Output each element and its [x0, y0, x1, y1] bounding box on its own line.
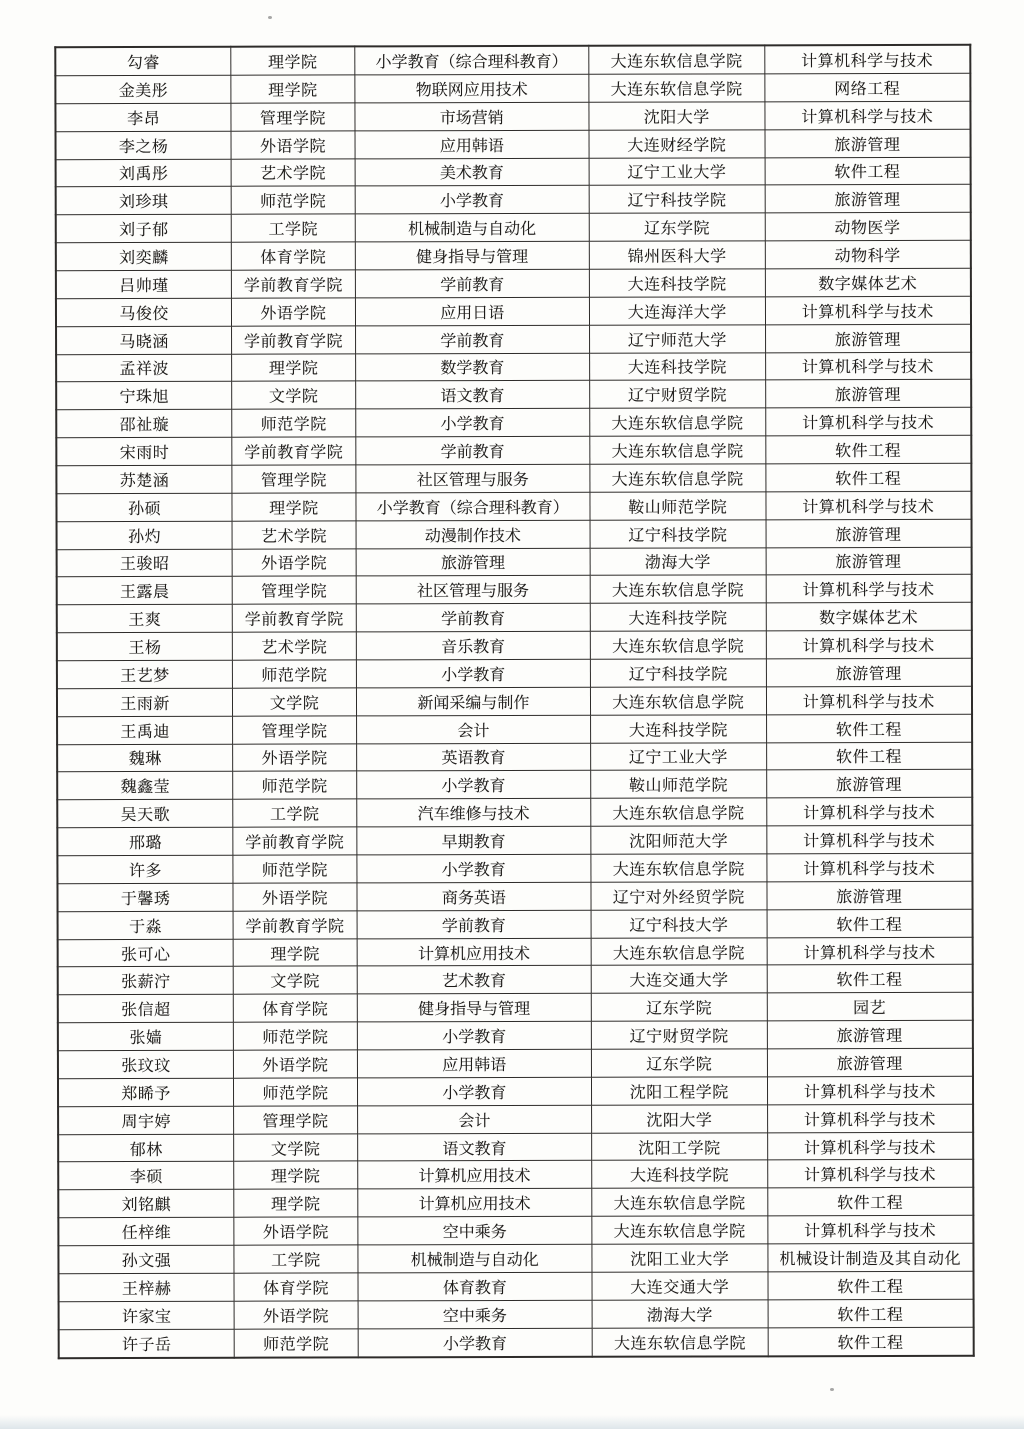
cell-target-university: 大连东软信息学院 — [591, 798, 767, 826]
cell-target-university: 辽宁工业大学 — [591, 742, 767, 770]
cell-target-major: 计算机科学与技术 — [767, 1132, 973, 1160]
table-row — [57, 519, 972, 549]
cell-target-major: 旅游管理 — [765, 324, 971, 352]
cell-target-major: 计算机科学与技术 — [765, 352, 971, 380]
cell-target-major: 软件工程 — [766, 714, 972, 742]
table-row — [56, 463, 971, 493]
cell-current-major: 社区管理与服务 — [356, 464, 590, 492]
cell-student-name: 李昂 — [55, 103, 231, 131]
table-row — [56, 491, 971, 521]
cell-current-major: 语文教育 — [357, 1133, 591, 1161]
cell-college: 理学院 — [232, 493, 356, 521]
cell-current-major: 学前教育 — [355, 269, 589, 297]
table-row — [56, 240, 971, 270]
cell-student-name: 郁林 — [58, 1134, 234, 1162]
cell-target-major: 软件工程 — [767, 909, 973, 937]
cell-target-university: 鞍山师范学院 — [590, 492, 766, 520]
cell-current-major: 学前教育 — [355, 325, 589, 353]
cell-college: 外语学院 — [232, 298, 356, 326]
cell-target-major: 旅游管理 — [766, 770, 972, 798]
cell-target-major: 软件工程 — [765, 435, 971, 463]
cell-target-university: 大连科技学院 — [589, 269, 765, 297]
cell-target-university: 大连东软信息学院 — [590, 575, 766, 603]
cell-college: 体育学院 — [233, 994, 357, 1022]
cell-target-university: 沈阳师范大学 — [591, 826, 767, 854]
table-row — [57, 770, 972, 800]
cell-college: 外语学院 — [232, 548, 356, 576]
table-row — [56, 268, 971, 298]
cell-target-university: 辽宁科技大学 — [591, 910, 767, 938]
cell-student-name: 孙文强 — [58, 1245, 234, 1273]
cell-student-name: 孙硕 — [56, 493, 232, 521]
cell-student-name: 马俊佼 — [56, 298, 232, 326]
cell-target-university: 大连东软信息学院 — [592, 1216, 768, 1244]
table-row — [59, 1327, 974, 1358]
cell-college: 工学院 — [233, 799, 357, 827]
cell-student-name: 孙灼 — [57, 521, 233, 549]
cell-college: 理学院 — [231, 75, 355, 103]
table-row — [55, 45, 970, 76]
cell-target-university: 大连东软信息学院 — [590, 687, 766, 715]
cell-current-major: 新闻采编与制作 — [356, 687, 590, 715]
cell-target-major: 计算机科学与技术 — [765, 296, 971, 324]
cell-current-major: 小学教育 — [355, 186, 589, 214]
cell-current-major: 机械制造与自动化 — [355, 214, 589, 242]
cell-target-university: 辽东学院 — [591, 993, 767, 1021]
cell-current-major: 计算机应用技术 — [357, 1189, 591, 1217]
cell-college: 文学院 — [232, 381, 356, 409]
scan-speck — [830, 1388, 834, 1391]
cell-college: 理学院 — [234, 1161, 358, 1189]
table-row — [58, 1020, 973, 1050]
student-roster-table — [54, 44, 974, 1359]
cell-college: 文学院 — [234, 1134, 358, 1162]
cell-college: 师范学院 — [233, 771, 357, 799]
cell-target-major: 软件工程 — [765, 157, 971, 185]
cell-college: 外语学院 — [233, 883, 357, 911]
table-row — [56, 213, 971, 243]
cell-college: 外语学院 — [234, 1217, 358, 1245]
cell-target-major: 计算机科学与技术 — [766, 825, 972, 853]
cell-target-university: 大连东软信息学院 — [590, 631, 766, 659]
cell-current-major: 语文教育 — [355, 381, 589, 409]
cell-current-major: 空中乘务 — [358, 1300, 592, 1328]
cell-student-name: 于淼 — [58, 911, 234, 939]
cell-target-major: 计算机科学与技术 — [767, 1160, 973, 1188]
cell-college: 师范学院 — [233, 855, 357, 883]
cell-target-major: 计算机科学与技术 — [767, 1215, 973, 1243]
cell-target-university: 大连东软信息学院 — [592, 1188, 768, 1216]
cell-college: 师范学院 — [233, 660, 357, 688]
cell-college: 理学院 — [234, 1189, 358, 1217]
cell-target-university: 辽宁科技学院 — [590, 520, 766, 548]
table-row — [56, 129, 971, 159]
cell-student-name: 宋雨时 — [56, 437, 232, 465]
cell-target-major: 旅游管理 — [767, 1020, 973, 1048]
cell-target-major: 动物科学 — [765, 240, 971, 268]
cell-student-name: 任梓维 — [58, 1217, 234, 1245]
cell-target-university: 大连科技学院 — [590, 352, 766, 380]
cell-target-major: 软件工程 — [767, 965, 973, 993]
table-row — [57, 575, 972, 605]
cell-target-university: 大连交通大学 — [591, 965, 767, 993]
cell-college: 外语学院 — [233, 743, 357, 771]
cell-target-major: 机械设计制造及其自动化 — [768, 1243, 974, 1271]
cell-target-major: 旅游管理 — [766, 658, 972, 686]
cell-student-name: 郑睎予 — [58, 1078, 234, 1106]
cell-target-major: 旅游管理 — [767, 881, 973, 909]
cell-current-major: 机械制造与自动化 — [358, 1244, 592, 1272]
table-row — [56, 352, 971, 382]
cell-target-university: 大连东软信息学院 — [590, 464, 766, 492]
cell-target-major: 计算机科学与技术 — [766, 853, 972, 881]
cell-college: 管理学院 — [232, 576, 356, 604]
cell-target-major: 计算机科学与技术 — [766, 575, 972, 603]
cell-student-name: 马晓涵 — [56, 326, 232, 354]
cell-student-name: 邢璐 — [57, 827, 233, 855]
cell-current-major: 小学教育 — [357, 1021, 591, 1049]
cell-target-major: 软件工程 — [768, 1299, 974, 1327]
cell-student-name: 李之杨 — [56, 131, 232, 159]
cell-student-name: 王艺梦 — [57, 660, 233, 688]
cell-current-major: 物联网应用技术 — [355, 74, 589, 102]
cell-target-major: 旅游管理 — [766, 519, 972, 547]
cell-college: 工学院 — [234, 1245, 358, 1273]
table-row — [56, 324, 971, 354]
cell-college: 外语学院 — [234, 1301, 358, 1329]
cell-college: 管理学院 — [234, 1106, 358, 1134]
table-row — [57, 686, 972, 716]
table-row — [58, 1104, 973, 1134]
cell-current-major: 学前教育 — [355, 436, 589, 464]
cell-target-university: 辽东学院 — [591, 1049, 767, 1077]
cell-college: 艺术学院 — [231, 158, 355, 186]
cell-college: 艺术学院 — [232, 632, 356, 660]
cell-student-name: 金美彤 — [55, 75, 231, 103]
cell-student-name: 王梓赫 — [58, 1273, 234, 1301]
cell-student-name: 魏鑫莹 — [57, 772, 233, 800]
cell-current-major: 小学教育 — [355, 409, 589, 437]
cell-student-name: 张信超 — [58, 995, 234, 1023]
cell-target-university: 沈阳大学 — [589, 102, 765, 130]
cell-student-name: 张嫱 — [58, 1022, 234, 1050]
table-row — [58, 909, 973, 939]
cell-college: 外语学院 — [231, 131, 355, 159]
cell-target-major: 计算机科学与技术 — [767, 937, 973, 965]
cell-college: 管理学院 — [232, 465, 356, 493]
cell-college: 学前教育学院 — [232, 270, 356, 298]
cell-target-university: 辽宁师范大学 — [589, 325, 765, 353]
cell-target-major: 计算机科学与技术 — [765, 101, 971, 129]
cell-current-major: 会计 — [357, 1105, 591, 1133]
cell-college: 学前教育学院 — [232, 326, 356, 354]
cell-target-university: 渤海大学 — [592, 1300, 768, 1328]
cell-college: 体育学院 — [231, 242, 355, 270]
cell-target-university: 鞍山师范学院 — [591, 770, 767, 798]
table-row — [58, 1076, 973, 1106]
cell-student-name: 周宇婷 — [58, 1106, 234, 1134]
table-row — [58, 993, 973, 1023]
cell-target-university: 大连东软信息学院 — [592, 1327, 768, 1356]
cell-student-name: 于馨琇 — [57, 883, 233, 911]
cell-target-major: 软件工程 — [767, 1188, 973, 1216]
cell-college: 学前教育学院 — [233, 911, 357, 939]
cell-target-university: 大连东软信息学院 — [591, 854, 767, 882]
cell-college: 理学院 — [232, 353, 356, 381]
cell-target-university: 大连科技学院 — [592, 1160, 768, 1188]
cell-college: 理学院 — [231, 46, 355, 75]
cell-target-university: 大连东软信息学院 — [589, 45, 765, 74]
cell-current-major: 动漫制作技术 — [356, 520, 590, 548]
cell-student-name: 李硕 — [58, 1162, 234, 1190]
table-row — [58, 1048, 973, 1078]
cell-current-major: 空中乘务 — [358, 1216, 592, 1244]
cell-student-name: 刘奕麟 — [56, 242, 232, 270]
table-row — [58, 1243, 973, 1273]
cell-current-major: 小学教育 — [357, 1077, 591, 1105]
cell-current-major: 小学教育 — [357, 854, 591, 882]
cell-target-university: 渤海大学 — [590, 547, 766, 575]
cell-student-name: 刘铭麒 — [58, 1190, 234, 1218]
scan-edge-artifact — [0, 1415, 1024, 1429]
cell-college: 艺术学院 — [232, 521, 356, 549]
cell-student-name: 吕帅瑾 — [56, 270, 232, 298]
cell-student-name: 刘禹彤 — [56, 159, 232, 187]
cell-target-university: 大连科技学院 — [590, 603, 766, 631]
table-row — [55, 101, 970, 131]
cell-target-university: 辽宁科技学院 — [590, 659, 766, 687]
cell-college: 体育学院 — [234, 1273, 358, 1301]
cell-target-major: 数字媒体艺术 — [766, 603, 972, 631]
cell-target-major: 软件工程 — [765, 463, 971, 491]
cell-student-name: 宁珠旭 — [56, 382, 232, 410]
cell-student-name: 孟祥波 — [56, 354, 232, 382]
cell-current-major: 商务英语 — [357, 882, 591, 910]
table-row — [58, 1188, 973, 1218]
cell-target-major: 计算机科学与技术 — [766, 686, 972, 714]
cell-current-major: 学前教育 — [356, 604, 590, 632]
cell-target-university: 辽宁财贸学院 — [590, 380, 766, 408]
cell-target-major: 计算机科学与技术 — [766, 798, 972, 826]
cell-current-major: 英语教育 — [356, 743, 590, 771]
cell-college: 管理学院 — [231, 103, 355, 131]
cell-target-major: 软件工程 — [766, 742, 972, 770]
cell-target-university: 大连交通大学 — [592, 1272, 768, 1300]
cell-target-university: 沈阳工程学院 — [591, 1077, 767, 1105]
cell-current-major: 小学教育 — [356, 771, 590, 799]
cell-student-name: 张薪泞 — [58, 967, 234, 995]
cell-target-university: 辽宁财贸学院 — [591, 1021, 767, 1049]
cell-target-university: 大连东软信息学院 — [589, 74, 765, 102]
table-row — [58, 1215, 973, 1245]
table-row — [56, 408, 971, 438]
cell-current-major: 计算机应用技术 — [357, 938, 591, 966]
table-row — [58, 1271, 973, 1301]
cell-current-major: 应用日语 — [355, 297, 589, 325]
cell-target-university: 沈阳工业大学 — [592, 1244, 768, 1272]
cell-college: 师范学院 — [232, 409, 356, 437]
cell-current-major: 学前教育 — [357, 910, 591, 938]
cell-college: 师范学院 — [231, 186, 355, 214]
table-row — [57, 881, 972, 911]
cell-current-major: 汽车维修与技术 — [356, 799, 590, 827]
table-row — [58, 965, 973, 995]
roster-body — [55, 45, 973, 1358]
table-row — [56, 185, 971, 215]
cell-target-major: 园艺 — [767, 993, 973, 1021]
cell-target-major: 计算机科学与技术 — [765, 408, 971, 436]
cell-target-university: 锦州医科大学 — [589, 241, 765, 269]
table-row — [57, 603, 972, 633]
cell-target-major: 网络工程 — [764, 73, 970, 101]
cell-student-name: 王禹迪 — [57, 716, 233, 744]
table-row — [56, 296, 971, 326]
cell-college: 师范学院 — [234, 1022, 358, 1050]
cell-target-major: 软件工程 — [768, 1271, 974, 1299]
table-row — [57, 825, 972, 855]
cell-target-major: 旅游管理 — [766, 547, 972, 575]
cell-student-name: 刘子郁 — [56, 214, 232, 242]
cell-student-name: 勾睿 — [55, 47, 231, 76]
cell-student-name: 许多 — [57, 855, 233, 883]
cell-current-major: 健身指导与管理 — [355, 241, 589, 269]
cell-current-major: 市场营销 — [355, 102, 589, 130]
cell-college: 管理学院 — [233, 716, 357, 744]
cell-college: 师范学院 — [234, 1078, 358, 1106]
cell-target-university: 大连东软信息学院 — [590, 436, 766, 464]
cell-current-major: 应用韩语 — [357, 1049, 591, 1077]
table-row — [56, 157, 971, 187]
cell-target-university: 大连东软信息学院 — [590, 408, 766, 436]
table-row — [57, 630, 972, 660]
scan-speck — [268, 16, 272, 19]
cell-college: 学前教育学院 — [232, 437, 356, 465]
cell-student-name: 张玟玟 — [58, 1050, 234, 1078]
cell-target-major: 动物医学 — [765, 213, 971, 241]
cell-current-major: 小学教育（综合理科教育） — [356, 492, 590, 520]
cell-current-major: 应用韩语 — [355, 130, 589, 158]
cell-target-major: 计算机科学与技术 — [766, 630, 972, 658]
cell-student-name: 许家宝 — [59, 1301, 235, 1329]
cell-student-name: 魏琳 — [57, 744, 233, 772]
cell-current-major: 旅游管理 — [356, 548, 590, 576]
cell-target-university: 辽宁工业大学 — [589, 157, 765, 185]
cell-student-name: 王杨 — [57, 632, 233, 660]
table-row — [57, 714, 972, 744]
cell-college: 学前教育学院 — [232, 604, 356, 632]
cell-target-university: 辽宁科技学院 — [589, 185, 765, 213]
cell-current-major: 音乐教育 — [356, 631, 590, 659]
cell-student-name: 苏楚涵 — [56, 465, 232, 493]
cell-current-major: 艺术教育 — [357, 966, 591, 994]
cell-current-major: 数学教育 — [355, 353, 589, 381]
cell-target-university: 大连海洋大学 — [589, 297, 765, 325]
cell-college: 师范学院 — [234, 1329, 358, 1358]
cell-target-major: 数字媒体艺术 — [765, 268, 971, 296]
cell-student-name: 邵祉璇 — [56, 409, 232, 437]
cell-college: 学前教育学院 — [233, 827, 357, 855]
table-row — [57, 658, 972, 688]
cell-student-name: 王爽 — [57, 605, 233, 633]
cell-target-university: 辽东学院 — [589, 213, 765, 241]
cell-target-major: 旅游管理 — [767, 1048, 973, 1076]
cell-target-major: 计算机科学与技术 — [766, 491, 972, 519]
cell-current-major: 小学教育 — [358, 1328, 592, 1358]
cell-current-major: 社区管理与服务 — [356, 576, 590, 604]
cell-target-major: 计算机科学与技术 — [767, 1076, 973, 1104]
cell-target-university: 大连财经学院 — [589, 129, 765, 157]
cell-college: 文学院 — [233, 688, 357, 716]
table-row — [57, 547, 972, 577]
cell-target-university: 大连东软信息学院 — [591, 937, 767, 965]
cell-target-university: 大连科技学院 — [590, 715, 766, 743]
table-row — [58, 937, 973, 967]
cell-target-major: 旅游管理 — [765, 129, 971, 157]
cell-college: 工学院 — [231, 214, 355, 242]
cell-student-name: 王骏昭 — [57, 549, 233, 577]
cell-student-name: 张可心 — [58, 939, 234, 967]
table-row — [56, 435, 971, 465]
cell-college: 文学院 — [233, 966, 357, 994]
cell-target-major: 计算机科学与技术 — [767, 1104, 973, 1132]
cell-target-major: 旅游管理 — [765, 185, 971, 213]
cell-current-major: 体育教育 — [358, 1272, 592, 1300]
cell-student-name: 王雨新 — [57, 688, 233, 716]
cell-current-major: 会计 — [356, 715, 590, 743]
cell-target-major: 软件工程 — [768, 1327, 974, 1356]
table-row — [57, 798, 972, 828]
cell-college: 外语学院 — [234, 1050, 358, 1078]
cell-target-university: 沈阳大学 — [591, 1105, 767, 1133]
cell-target-major: 旅游管理 — [765, 380, 971, 408]
cell-current-major: 小学教育 — [356, 659, 590, 687]
cell-student-name: 刘珍琪 — [56, 187, 232, 215]
table-row — [56, 380, 971, 410]
cell-target-major: 计算机科学与技术 — [764, 45, 970, 74]
table-row — [55, 73, 970, 103]
table-row — [58, 1132, 973, 1162]
table-row — [57, 742, 972, 772]
cell-student-name: 许子岳 — [59, 1329, 235, 1358]
cell-student-name: 吴天歌 — [57, 800, 233, 828]
cell-college: 理学院 — [233, 938, 357, 966]
table-row — [57, 853, 972, 883]
cell-current-major: 健身指导与管理 — [357, 994, 591, 1022]
cell-current-major: 美术教育 — [355, 158, 589, 186]
cell-target-university: 沈阳工学院 — [592, 1132, 768, 1160]
table-row — [58, 1160, 973, 1190]
cell-target-university: 辽宁对外经贸学院 — [591, 882, 767, 910]
table-row — [59, 1299, 974, 1329]
cell-current-major: 早期教育 — [357, 826, 591, 854]
cell-student-name: 王露晨 — [57, 577, 233, 605]
cell-current-major: 小学教育（综合理科教育） — [354, 46, 588, 75]
cell-current-major: 计算机应用技术 — [357, 1161, 591, 1189]
